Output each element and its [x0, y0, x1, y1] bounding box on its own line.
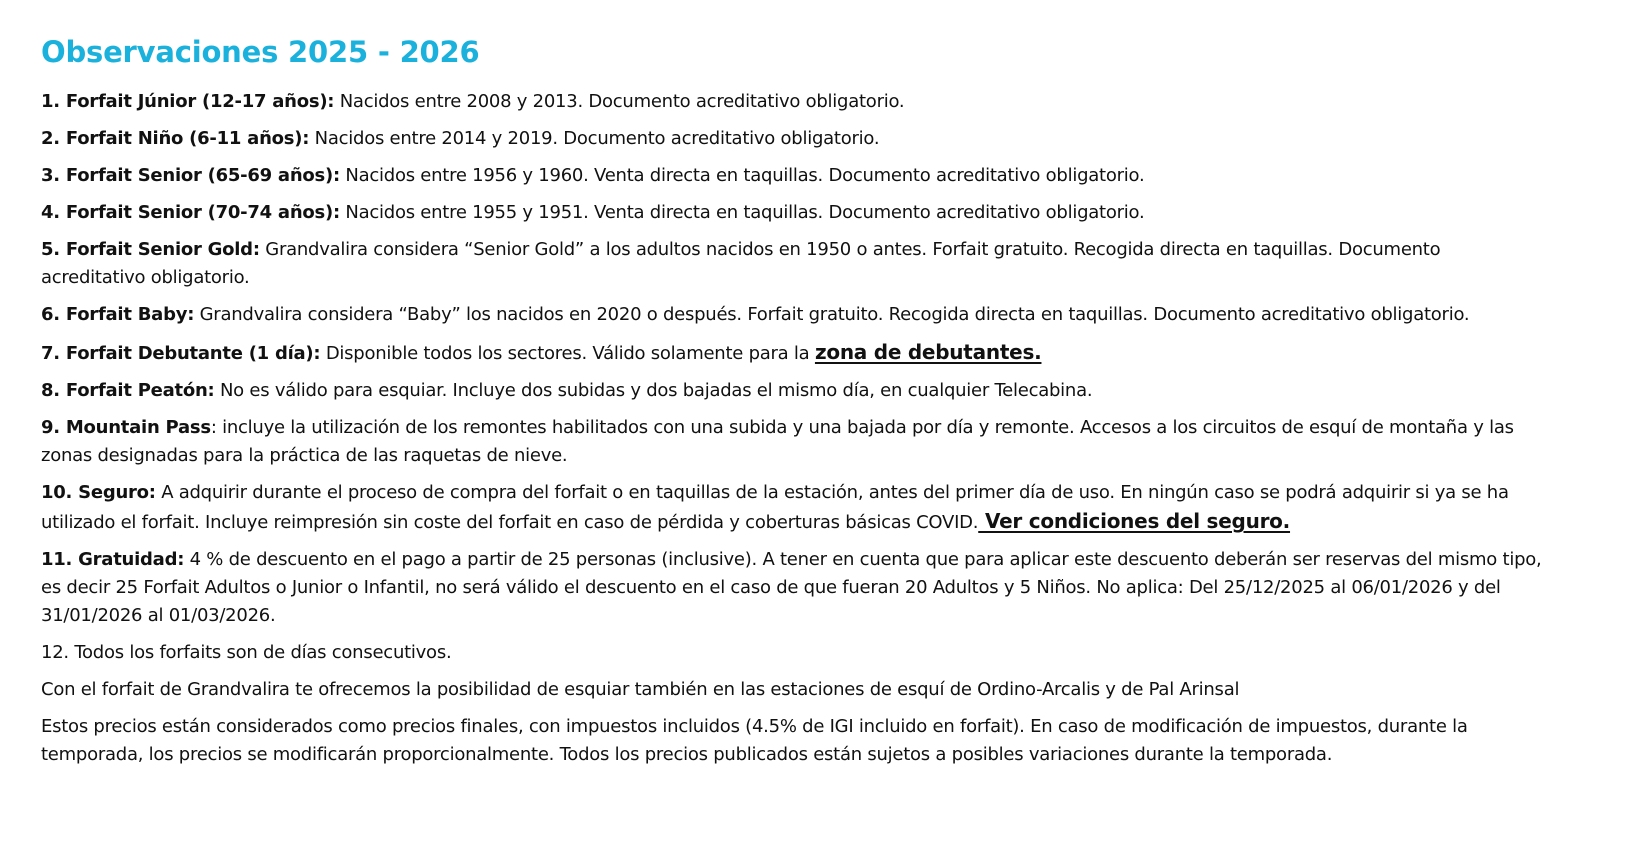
item-junior: [41, 88, 1545, 116]
item-label: 6. Forfait Baby:: [41, 304, 195, 325]
item-text: Nacidos entre 1956 y 1960. Venta directa en taquillas. Documento acreditativo obligatorio.: [339, 165, 1145, 186]
item-text: Nacidos entre 2014 y 2019. Documento acreditativo obligatorio.: [309, 128, 880, 149]
zona-debutantes-link[interactable]: zona de debutantes.: [814, 340, 1042, 364]
item-label: 11. Gratuidad:: [41, 549, 185, 570]
item-text: Disponible todos los sectores. Válido solamente para la: [320, 343, 815, 364]
item-label: 9. Mountain Pass: [41, 417, 211, 438]
item-gratuidad: [41, 546, 1545, 630]
item-text: Nacidos entre 2008 y 2013. Documento acreditativo obligatorio.: [334, 91, 905, 112]
item-text: 4 % de descuento en el pago a partir de 25 personas (inclusive). A tener en cuenta que para aplicar este descuento deberán ser reservas del mismo tipo, es decir 25 Forfait Adultos o Junior o Infantil, no será válido el descuento en el caso de que fueran 20 Adultos y 5 Niños. No aplica: Del 25/12/2025 al 06/01/2026 y del 31/01/2026 al 01/03/2026.: [41, 549, 1542, 626]
item-mountain-pass: [41, 414, 1545, 470]
item-label: 3. Forfait Senior (65-69 años):: [41, 165, 340, 186]
note-prices: Estos precios están considerados como precios finales, con impuestos incluidos (4.5% de IGI incluido en forfait). En caso de modificación de impuestos, durante la temporada, los precios se modificarán proporcionalmente. Todos los precios publicados están sujetos a posibles variaciones durante la temporada.: [41, 716, 1468, 765]
item-label: 4. Forfait Senior (70-74 años):: [41, 202, 340, 223]
page-title: Observaciones 2025 - 2026: [41, 35, 480, 69]
item-text: Grandvalira considera “Senior Gold” a los adultos nacidos en 1950 o antes. Forfait gratuito. Recogida directa en taquillas. Documento acreditativo obligatorio.: [41, 239, 1441, 288]
item-label: 2. Forfait Niño (6-11 años):: [41, 128, 310, 149]
item-senior-70: [41, 199, 1545, 227]
item-nino: [41, 125, 1545, 153]
item-text: Nacidos entre 1955 y 1951. Venta directa en taquillas. Documento acreditativo obligatorio.: [339, 202, 1145, 223]
item-label: 7. Forfait Debutante (1 día):: [41, 343, 321, 364]
note-consecutive-days: 12. Todos los forfaits son de días consecutivos.: [41, 642, 452, 663]
item-text: : incluye la utilización de los remontes habilitados con una subida y una bajada por día y remonte. Accesos a los circuitos de esquí de montaña y las zonas designadas para la práctica de las raquetas de nieve.: [41, 417, 1514, 466]
item-label: 10. Seguro:: [41, 482, 156, 503]
item-baby: [41, 301, 1545, 329]
item-label: 5. Forfait Senior Gold:: [41, 239, 260, 260]
item-senior-65: [41, 162, 1545, 190]
item-text: A adquirir durante el proceso de compra del forfait o en taquillas de la estación, antes del primer día de uso. En ningún caso se podrá adquirir si ya se ha utilizado el forfait. Incluye reimpresión sin coste del forfait en caso de pérdida y coberturas básicas COVID.: [41, 482, 1509, 533]
item-text: Grandvalira considera “Baby” los nacidos en 2020 o después. Forfait gratuito. Recogida directa en taquillas. Documento acreditativo obligatorio.: [194, 304, 1470, 325]
item-senior-gold: [41, 236, 1545, 292]
item-peaton: [41, 377, 1545, 405]
item-text: No es válido para esquiar. Incluye dos subidas y dos bajadas el mismo día, en cualquier Telecabina.: [214, 380, 1093, 401]
insurance-conditions-link[interactable]: Ver condiciones del seguro.: [978, 509, 1291, 533]
item-label: 8. Forfait Peatón:: [41, 380, 215, 401]
item-seguro: [41, 479, 1545, 537]
item-label: 1. Forfait Júnior (12-17 años):: [41, 91, 335, 112]
item-debutante: [41, 338, 1545, 368]
note-other-resorts: Con el forfait de Grandvalira te ofrecemos la posibilidad de esquiar también en las estaciones de esquí de Ordino-Arcalis y de Pal Arinsal: [41, 679, 1240, 700]
